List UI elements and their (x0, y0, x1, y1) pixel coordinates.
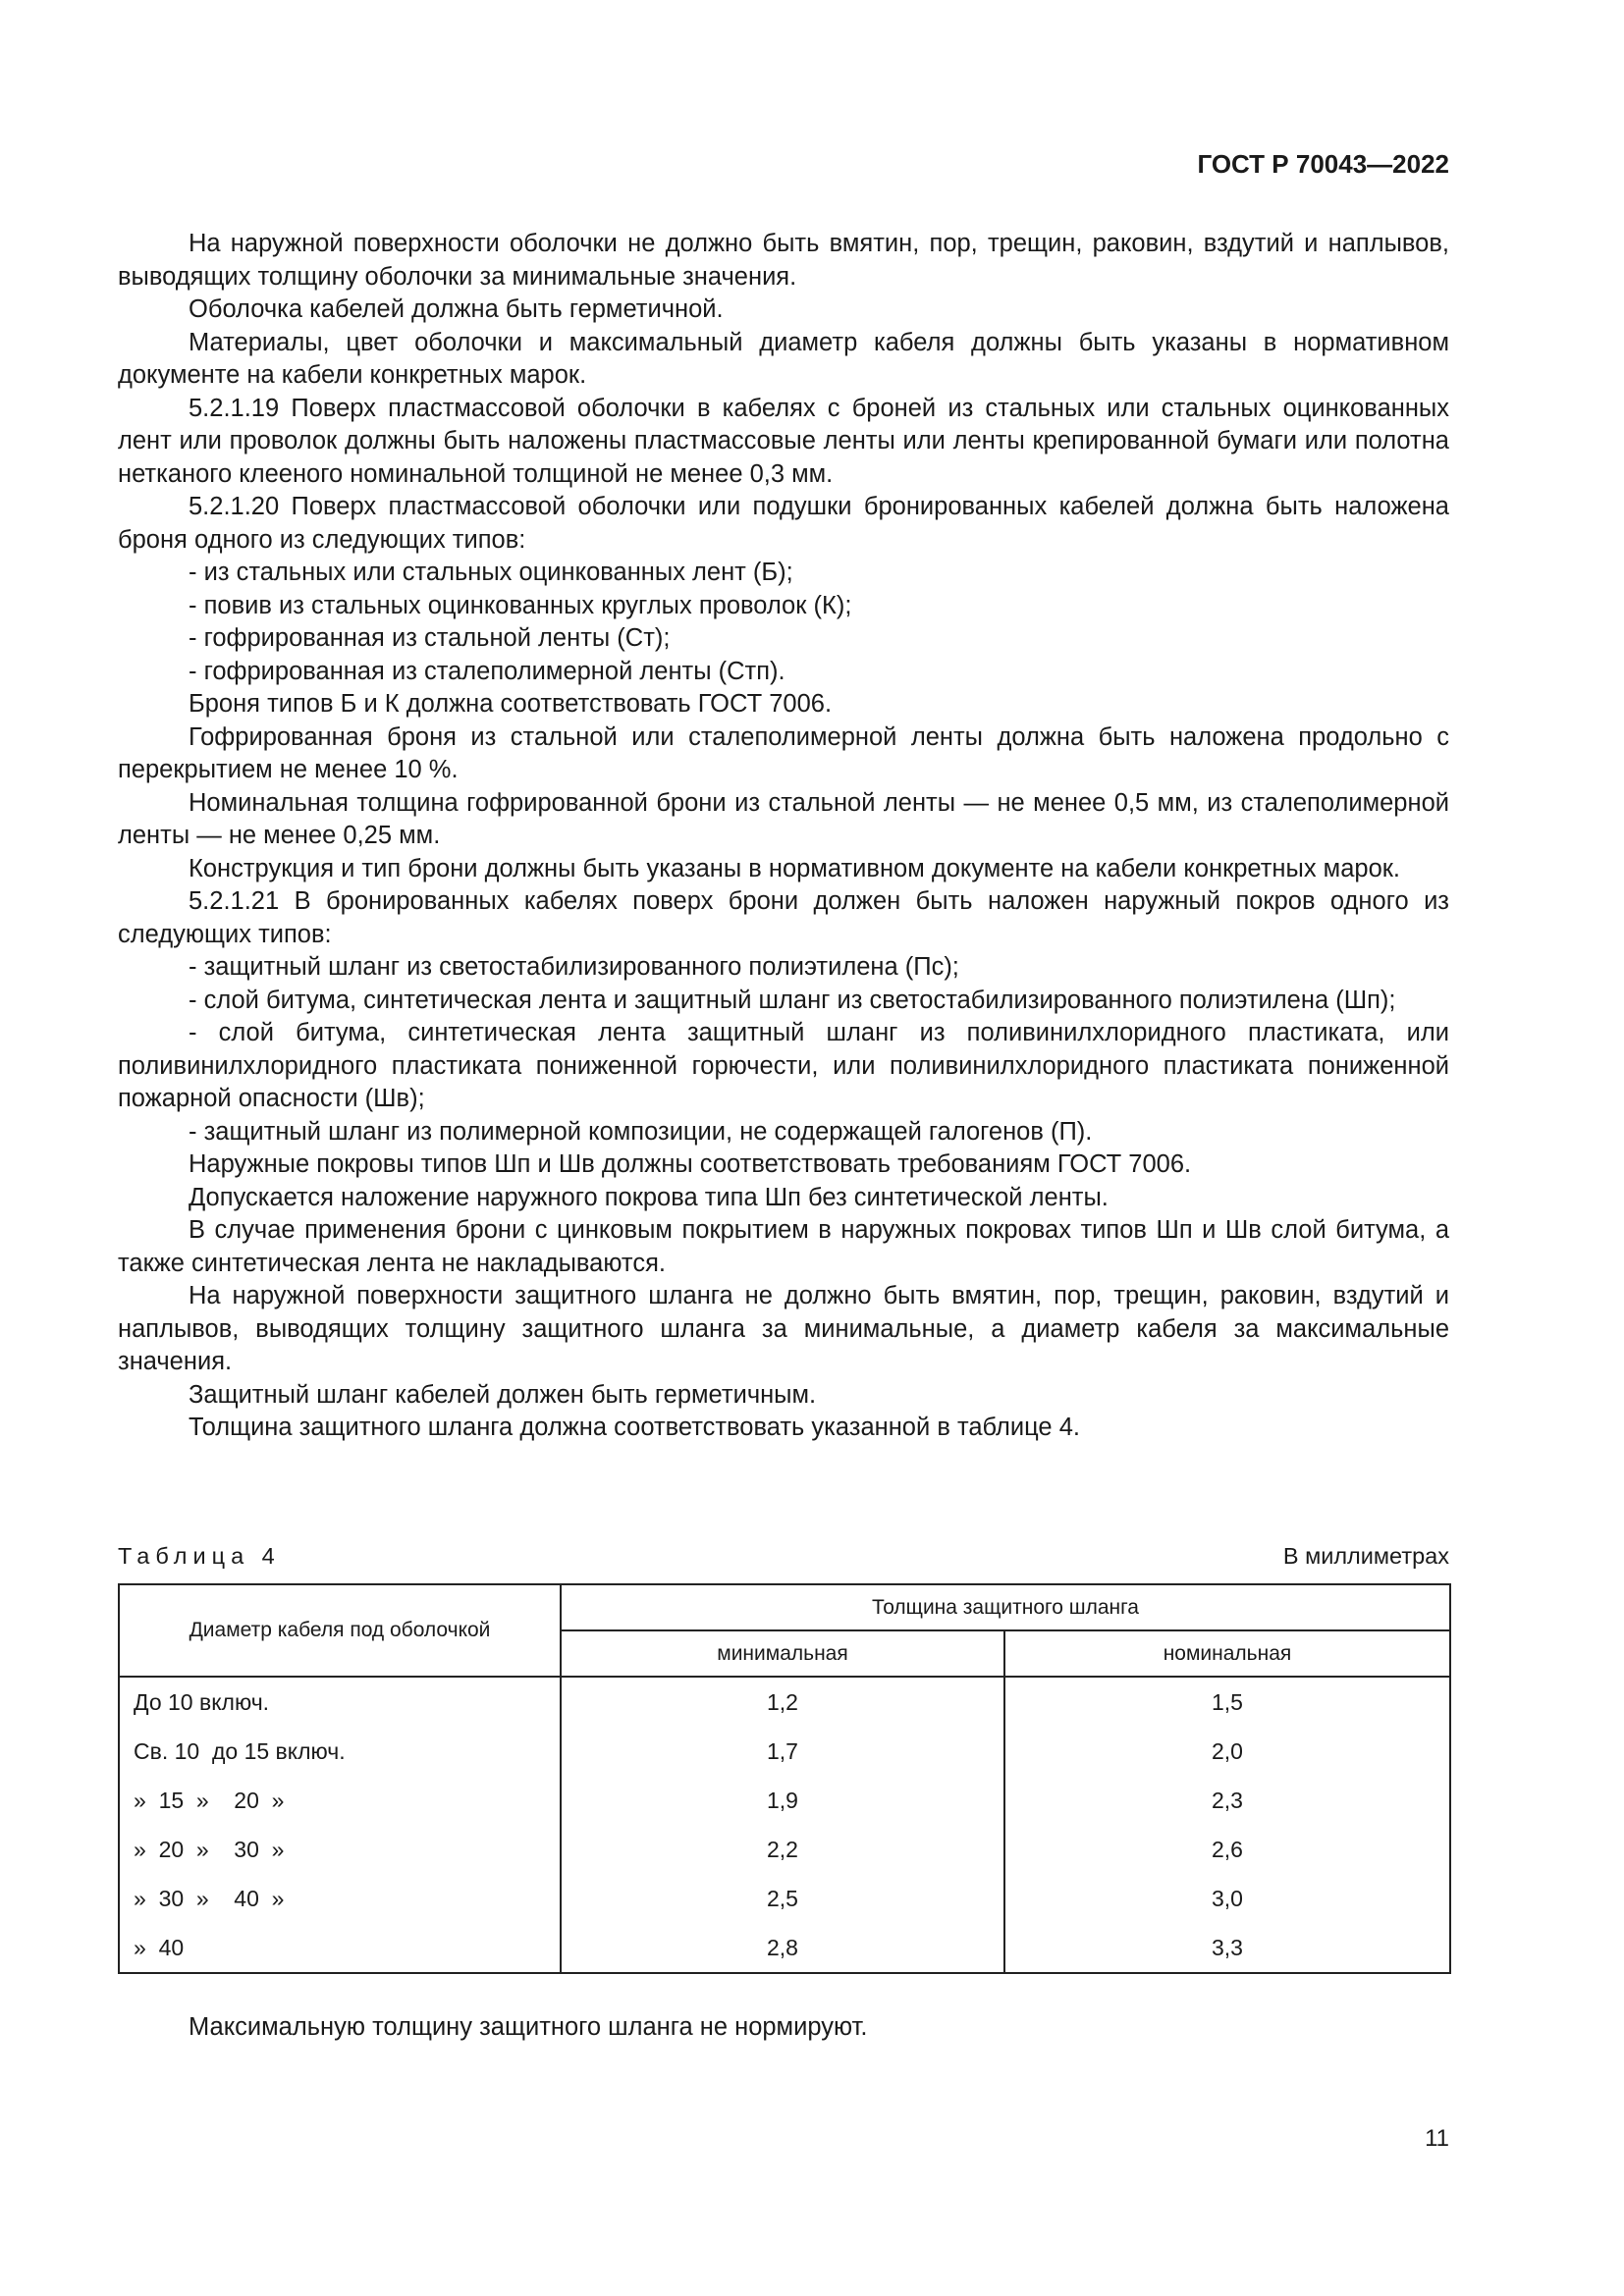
cell-min: 1,9 (561, 1776, 1004, 1825)
cell-diameter: » 40 (119, 1923, 561, 1973)
paragraph: Наружные покровы типов Шп и Шв должны соответствовать требованиям ГОСТ 7006. (189, 1150, 1192, 1178)
table-row (119, 1776, 1450, 1825)
cell-min: 1,7 (561, 1727, 1004, 1776)
cell-nom: 2,3 (1004, 1776, 1450, 1825)
cell-min: 2,8 (561, 1923, 1004, 1973)
table-row (119, 1825, 1450, 1874)
document-header: ГОСТ Р 70043—2022 (1197, 149, 1449, 179)
page-number: 11 (1425, 2125, 1449, 2152)
paragraph: - повив из стальных оцинкованных круглых проволок (К); (189, 591, 852, 619)
table-body (119, 1677, 1450, 1973)
table-caption-row (118, 1539, 1449, 1573)
paragraph: - защитный шланг из полимерной композиции, не содержащей галогенов (П). (189, 1117, 1093, 1146)
paragraph: - слой битума, синтетическая лента защитный шланг из поливинилхлоридного пластиката, или поливинилхлоридного пластиката пониженной горючести, или поливинилхлоридного пластиката пониженной пожарной опасности (Шв); (118, 1019, 1449, 1112)
paragraph: - из стальных или стальных оцинкованных лент (Б); (189, 559, 793, 586)
paragraph: На наружной поверхности оболочки не должно быть вмятин, пор, трещин, раковин, вздутий и наплывов, выводящих толщину оболочки за минимальные значения. (118, 230, 1449, 291)
cell-diameter: » 30 » 40 » (119, 1874, 561, 1923)
header-thickness: Толщина защитного шланга (561, 1584, 1450, 1630)
paragraph: Оболочка кабелей должна быть герметичной. (189, 295, 724, 323)
paragraph: Гофрированная броня из стальной или сталеполимерной ленты должна быть наложена продольно с перекрытием не менее 10 %. (118, 722, 1449, 783)
cell-diameter: » 15 » 20 » (119, 1776, 561, 1825)
after-table-note: Максимальную толщину защитного шланга не нормируют. (189, 2013, 868, 2041)
table-row (119, 1923, 1450, 1973)
paragraph: 5.2.1.19 Поверх пластмассовой оболочки в кабелях с броней из стальных или стальных оцинкованных лент или проволок должны быть наложены пластмассовые ленты или ленты крепированной бумаги или полотна нетканого клееного номинальной толщиной не менее 0,3 мм. (118, 394, 1449, 488)
paragraph: Материалы, цвет оболочки и максимальный диаметр кабеля должны быть указаны в нормативном документе на кабели конкретных марок. (118, 328, 1449, 389)
paragraph: Защитный шланг кабелей должен быть герметичным. (189, 1380, 817, 1409)
cell-nom: 2,0 (1004, 1727, 1450, 1776)
paragraph: Допускается наложение наружного покрова типа Шп без синтетической ленты. (189, 1183, 1109, 1211)
table-caption: Таблица 4 (118, 1543, 281, 1569)
cell-diameter: Св. 10 до 15 включ. (119, 1727, 561, 1776)
cell-diameter: » 20 » 30 » (119, 1825, 561, 1874)
paragraph: 5.2.1.20 Поверх пластмассовой оболочки или подушки бронированных кабелей должна быть наложена броня одного из следующих типов: (118, 493, 1449, 554)
cell-nom: 2,6 (1004, 1825, 1450, 1874)
header-min: минимальная (561, 1630, 1004, 1677)
cell-nom: 3,0 (1004, 1874, 1450, 1923)
paragraph: В случае применения брони с цинковым покрытием в наружных покровах типов Шп и Шв слой битума, а также синтетическая лента не накладываются. (118, 1216, 1449, 1277)
cell-nom: 1,5 (1004, 1677, 1450, 1727)
paragraph: - гофрированная из стальной ленты (Ст); (189, 624, 671, 652)
paragraph: - гофрированная из сталеполимерной ленты (Стп). (189, 657, 785, 685)
cell-min: 2,5 (561, 1874, 1004, 1923)
paragraph: - защитный шланг из светостабилизированного полиэтилена (Пс); (189, 953, 959, 981)
paragraph: На наружной поверхности защитного шланга не должно быть вмятин, пор, трещин, раковин, вздутий и наплывов, выводящих толщину защитного шланга за минимальные, а диаметр кабеля за максимальные значения. (118, 1282, 1449, 1375)
paragraph: 5.2.1.21 В бронированных кабелях поверх брони должен быть наложен наружный покров одного из следующих типов: (118, 887, 1449, 948)
table-row (119, 1874, 1450, 1923)
cell-min: 1,2 (561, 1677, 1004, 1727)
table-row (119, 1727, 1450, 1776)
paragraph: Броня типов Б и К должна соответствовать ГОСТ 7006. (189, 690, 833, 718)
header-nom: номинальная (1004, 1630, 1450, 1677)
header-diameter: Диаметр кабеля под оболочкой (119, 1584, 561, 1677)
paragraph: - слой битума, синтетическая лента и защитный шланг из светостабилизированного полиэтилена (Шп); (189, 986, 1396, 1014)
paragraph: Толщина защитного шланга должна соответствовать указанной в таблице 4. (189, 1414, 1080, 1441)
cell-min: 2,2 (561, 1825, 1004, 1874)
cell-nom: 3,3 (1004, 1923, 1450, 1973)
table-row (119, 1677, 1450, 1727)
cell-diameter: До 10 включ. (119, 1677, 561, 1727)
paragraph: Номинальная толщина гофрированной брони из стальной ленты — не менее 0,5 мм, из сталеполимерной ленты — не менее 0,25 мм. (118, 788, 1449, 849)
body-text (118, 228, 1449, 1445)
table-units: В миллиметрах (1282, 1543, 1449, 1569)
paragraph: Конструкция и тип брони должны быть указаны в нормативном документе на кабели конкретных марок. (189, 854, 1400, 882)
table-4 (118, 1583, 1451, 1974)
